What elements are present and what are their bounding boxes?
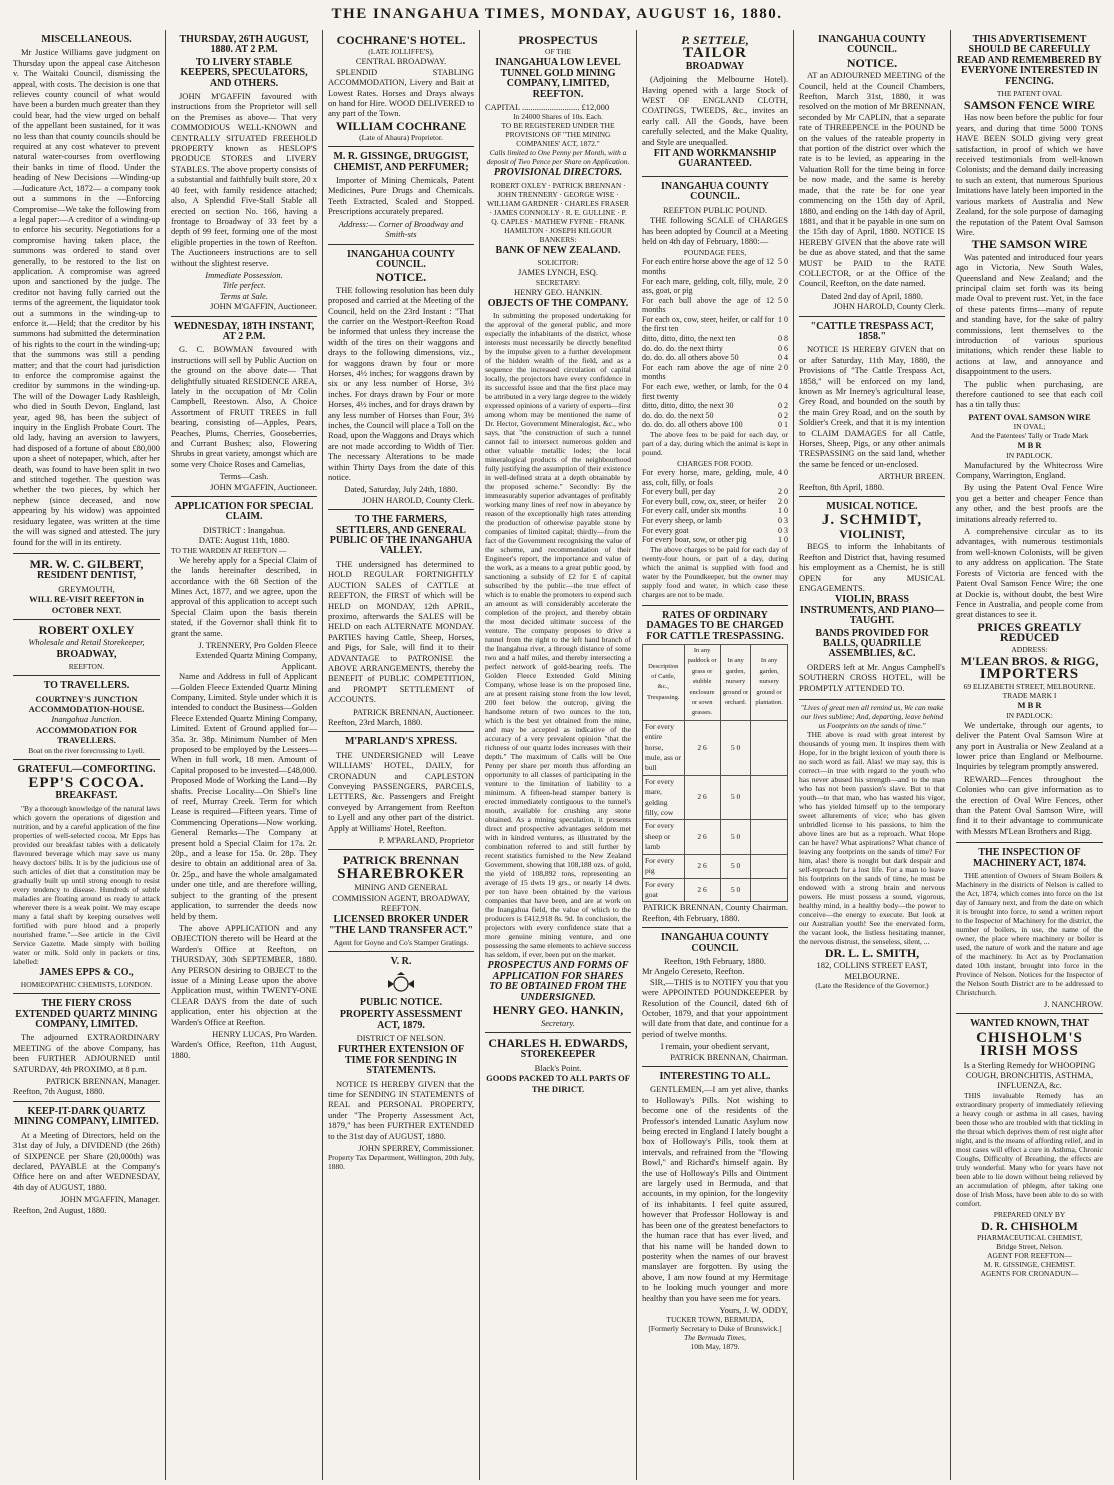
column-1 [8, 30, 166, 1480]
mclean-address: 69 ELIZABETH STREET, MELBOURNE. [963, 682, 1096, 692]
column-7 [951, 30, 1108, 1480]
damages-col-garden: In any garden, nursery ground or orchard. [720, 644, 751, 720]
fee-label: For each ram above the age of nine months [642, 362, 774, 382]
fee-row [642, 401, 788, 411]
farmers-text: THE undersigned has determined to HOLD REGULAR FORTNIGHTLY AUCTION SALES of CATTLE at REEFTON, the FIRST of which will be HELD on MONDAY, 12th APRIL, proximo, afterwards the SALES will be HELD on each ALTERNATE MONDAY. PARTIES having Cattle, Sheep, Horses, and Pigs, for Sale, will find it to their ADVANTAGE to PATRONISE the ABOVE ARRANGEMENTS, thereby the BENEFIT of PUBLIC COMPETITION, and PROMPT SETTLEMENT of ACCOUNTS. [328, 558, 474, 705]
fee-label: For each bull above the age of 12 months [642, 295, 774, 315]
gissing-heading: M. R. GISSINGE, DRUGGIST, CHEMIST, AND PERFUMER; [333, 151, 469, 173]
fee-value: 0 6 [778, 343, 788, 353]
tucker-town: TUCKER TOWN, BERMUDA, [666, 1315, 764, 1325]
express-signature: P. M'PARLAND, Proprietor [378, 835, 474, 846]
objects-text: In submitting the proposed undertaking for the approval of the general public, and more especially the inhabitants of the district, whose interests must necessarily be directly benefited by the impulse given to a further development of the hidden wealth of the field, and as a sequence the increased circulation of capital locally, the projectors have every confidence in its successful issue and that the first place may be attributed in a very large degree to the widely expressed opinions of a variety of experts—first among whom may be mentioned the name of Dr. Hector, Government Mineralogist, &c., who says, that "the construction of such a tunnel cannot fail to intersect numerous golden and other valuable metallic lodes; the local mineralogical products of the neighbourhood fully justifying the assumption of their existence in well-defined strata at a depth obtainable by the proposed scheme." Secondly: By the immeasurably superior advantages of profitably working many lines of reef now in abeyance by reason of the exceptionally high rates attending the production of otherwise payable stone by companies of limited capital; thirdly—from the fact of the Government recognising the value of the scheme, and recommendation of their Engineer's report, the importance and value of the work, as a means to a great public good, by sanctioning a subsidy of £2 for £ of capital subscribed by the public—the true effect of which is to enable the promoters to expend such an amount as will considerably accelerate the completion of the project, and thereby obtain the most decided ultimate success of the venture. The company proposes to drive a tunnel from the right to the left hand branch of the Inangahua river, a through distance of some two and a half miles, and thereby intersecting a perfect network of gold-bearing reefs. The Golden Fleece Extended Gold Mining Company, whose lease is on the proposed line, are at present raising stone from the low level, 200 feet below the outcrop, giving the handsome return of two ounces to the ton, which is the best yet obtained from the mine, and may be accepted as indicative of the accuracy of a very prevalent opinion "that the richness of our quartz lodes increases with their depth." The maximum of Calls will be One Penny per share per month thus affording an opportunity to all classes of participating in the venture to the limitation of liability to a minimum. A fifteen-head stamper battery is erected immediately contiguous to the tunnel's mouth, available for crushing any stone obtained. As a mining speculation, it presents direct and prospective advantages seldom met with in kindred ventures, as illustrated by the combination referred to and still further by recent statistics furnished to the New Zealand Government, showing that 108,188 ozs. of gold, the yield of 108,892 tons, representing an average of 15 dwts 19 grs., or nearly 14 dwts. per ton have been obtained by the various companies that have been, and are at work on the Inangahua field, the value of which to the producers is £412,918 8s. 9d. In conclusion, the projectors with every confidence state that a more genuine mining venture, and one possessing the same elements to achieve success has seldom, if ever, been put on the market. [485, 311, 631, 960]
county-signature: JOHN HAROLD, County Clerk. [362, 494, 474, 505]
fee-label: For every calf, under six months [642, 506, 746, 516]
tally-3: And the Patentees' Tally or Trade Mark [970, 431, 1089, 441]
sale-terms-1a: Immediate Possession. [205, 269, 283, 280]
samson-text-2: Was patented and introduced four years ago in Victoria, New South Wales, Queensland and New Zealand; and the principal claim set forth was its being made Oval to prevent rust. Yet, in the face of these patents firms—many of repute and standing have, for the sake of paltry commissions, lent themselves to the introduction of various spurious imitations, which render these liable to actions at law, and annoyance and disappointment to the users. [956, 251, 1103, 377]
trade-mark-padlock: IN PADLOCK: [1006, 710, 1053, 720]
trespass-text: NOTICE IS HEREBY GIVEN that on or after Saturday, 11th May, 1880, the Provisions of "The Cattle Trespass Act, 1858," will be enforced on my land, known as Mr Inerney's agricultural lease, Grey Road, and bounded on the south by the main Grey Road, and on the south by Soldier's Creek, and that it is my intention to CLAIM DAMAGES for all Cattle, Horses, Sheep, Pigs, or any other animals TRESPASSING on the said land, whether the same be fenced or un-enclosed. [799, 344, 945, 469]
application-to: TO THE WARDEN AT REEFTON — [171, 545, 287, 555]
damages-col-plantation: In any garden, nursery ground or plantation. [751, 644, 788, 720]
fee-value: 0 8 [778, 334, 788, 344]
samson-heading: SAMSON FENCE WIRE [963, 98, 1096, 113]
oxley-sub: Wholesale and Retail Storekeeper, [28, 637, 145, 648]
vr-heading: V. R. [390, 956, 412, 968]
samson-wire-heading: THE SAMSON WIRE [971, 237, 1088, 252]
sale-terms-2: Terms—Cash. [219, 471, 269, 482]
fee-value: 2 0 [778, 362, 788, 372]
application-district: DISTRICT : Inangahua. [202, 524, 286, 535]
letter-signature: PATRICK BRENNAN, Chairman. [670, 1051, 788, 1062]
column-2 [166, 30, 323, 1480]
tally-1: PATENT OVAL SAMSON WIRE [968, 411, 1091, 422]
smith-text: THE above is read with great interest by thousands of young men. It inspires them with Hope, for in the bright lexicon of youth there is no such word as fail. Alas! we may say, this is correct—in true with regard to the youth who has never abused his strength—and to the man who has not been passion's slave. But to that youth—to that man, who has wasted his vigor, who has yielded himself up to the temporary sweet allurements of vice; who has given unbridled license to his passions, to him the above lines are but as a reproach. What Hope can he have? What aspirations? What chance of leaving any footprints on the sands of time? For him, alas! there is nought but dark despair and self-reproach for a lost life. For a man to leave his footprints on the sands of time, he must be endowed with a strong brain and nervous powers. He must possess a sound, vigorous, healthy mind, in a healthy body—the power to conceive—the energy to execute. But look at our Australian youth! See the enervated form, the vacant look, the listless hesitating manner, the nervous distrust, the senseless, silent, ... [799, 729, 945, 946]
directors-heading: PROVISIONAL DIRECTORS. [493, 167, 623, 179]
pound-fees-heading: POUNDAGE FEES, [683, 248, 747, 258]
county-heading-2: INANGAHUA COUNTY COUNCIL. [817, 34, 927, 56]
pound-heading: REEFTON PUBLIC POUND. [663, 204, 767, 215]
secretary-name: HENRY GEO. HANKIN. [514, 286, 602, 297]
fee-row [642, 344, 788, 354]
oxley-place: BROADWAY, [56, 648, 117, 660]
damages-cell [751, 820, 788, 854]
keep-it-dark-signature: JOHN M'GAFFIN, Manager. [60, 1194, 160, 1205]
damages-col-paddock: In any paddock or grass or stubble enclosure or sown grasses. [684, 644, 720, 720]
interesting-heading: INTERESTING TO ALL. [659, 1071, 771, 1082]
company-name: INANGAHUA LOW LEVEL TUNNEL GOLD MINING COMPANY, LIMITED, REEFTON. [495, 57, 621, 100]
tally-padlock: IN PADLOCK. [1006, 450, 1053, 460]
property-act: PROPERTY ASSESSMENT ACT, 1879. [339, 1009, 463, 1031]
fee-row [642, 277, 788, 296]
damages-cell: For every mare, gelding filly, cow [643, 775, 685, 820]
sale-text-1: JOHN M'GAFFIN favoured with instructions from the Proprietor will sell on the Premises as above— That very COMMODIOUS WELL-KNOWN and CENTRALLY SITUATED FREEHOLD PROPERTY known as HESLOP'S PRODUCE STORES and LIVERY STABLES. The above property consists of a substantial and faithfully built store, 20 x 40 feet, with family residence attached; also, A Splendid Five-Stall Stable all erected on section No. 166, having a frontage to Broadway of 33 feet by a depth of 99 feet, forming one of the most eligible properties in the town of Reefton. The Auctioneers instructions are to sell without the slightest reserve. [171, 91, 317, 268]
gissing-body: Importer of Mining Chemicals, Patent Medicines, Pure Drugs and Chemicals. Teeth Extracted, Scaled and Stopped. Prescriptions accurately prepared. [328, 175, 474, 217]
oddy-signature: Yours, J. W. ODDY, [719, 1304, 788, 1315]
brennan-name: PATRICK BRENNAN [343, 853, 459, 868]
county-notice: NOTICE. [375, 270, 427, 285]
cochrane-title: COCHRANE'S HOTEL. [336, 33, 466, 47]
damages-row [643, 854, 788, 878]
fee-row [642, 497, 788, 507]
extension-text: NOTICE IS HEREBY GIVEN that the time for SENDING IN STATEMENTS of REAL and PERSONAL PROPERTY, under "The Property Assessment Act, 1879," has been FURTHER EXTENDED to the 31st day of AUGUST, 1880. [328, 1078, 474, 1141]
application-signature: J. TRENNERY, Pro Golden Fleece Extended Quartz Mining Company, Applicant. [195, 639, 317, 671]
letter-close: I remain, your obedient servant, [660, 1041, 770, 1052]
secretary-label: SECRETARY: [535, 277, 581, 287]
fee-label: For each mare, gelding, colt, filly, mule, ass, goat, or pig [642, 276, 774, 296]
fiery-cross-text: The adjourned EXTRAORDINARY MEETING of the above Company, has been FURTHER ADJOURNED until SATURDAY, 4th PROXIMO, at 8 p.m. [13, 1032, 160, 1074]
epps-heading: EPP'S COCOA. [28, 775, 145, 791]
courtney-heading: COURTNEY'S JUNCTION ACCOMMODATION-HOUSE. [28, 693, 145, 714]
oxley-name: ROBERT OXLEY [38, 622, 135, 637]
hankin-name: HENRY GEO. HANKIN, [492, 1003, 624, 1018]
damages-cell [751, 720, 788, 775]
gilbert-name: MR. W. C. GILBERT, [29, 556, 144, 571]
damages-cell: 5 0 [720, 820, 751, 854]
bermuda-times: The Bermuda Times, [684, 1333, 746, 1343]
column-5 [637, 30, 794, 1480]
fee-value: 1 0 [778, 535, 788, 545]
keep-it-dark-date: Reefton, 2nd August, 1880. [13, 1204, 107, 1215]
samson-caution: The public when purchasing, are therefore cautioned to see that each coil has a tin tally thus: [956, 378, 1103, 410]
wanted-known: WANTED KNOWN, THAT [970, 1018, 1089, 1030]
oxley-town: REEFTON. [68, 662, 105, 672]
sale-heading-1: TO LIVERY STABLE KEEPERS, SPECULATORS, AND OTHERS. [180, 56, 308, 89]
courtney-location: Inangahua Junction. [51, 714, 122, 725]
express-heading: M'PARLAND'S XPRESS. [344, 736, 458, 748]
damages-row [643, 775, 788, 820]
grateful-heading: GRATEFUL—COMFORTING. [17, 763, 156, 775]
chisholm-address: Bridge Street, Nelson. [996, 1242, 1063, 1252]
fee-label: do. do. do. all others above 100 [642, 420, 743, 430]
objects-heading: OBJECTS OF THE COMPANY. [487, 298, 629, 310]
chisholms: CHISHOLM'S [976, 1029, 1083, 1046]
damages-cell [751, 878, 788, 902]
public-notice: PUBLIC NOTICE. [359, 996, 443, 1008]
fee-label: do. do. do. the next thirty [642, 343, 723, 353]
brennan-agent: Agent for Goyne and Co's Stamper Gratings. [333, 938, 469, 948]
directors-list: ROBERT OXLEY · PATRICK BRENNAN · JOHN TRENNERY · GEORGE WISE · WILLIAM GARDNER · CHARLES FRASER · JAMES CONNOLLY · R. E. GULLINE · P. Q. CAPLES · MATHEW FYFNE · FRANK HAMILTON · JOSEPH KILGOUR [486, 180, 630, 235]
bankers-label: BANKERS: [539, 234, 577, 244]
cochrane-signature: WILLIAM COCHRANE [335, 118, 467, 133]
column-4 [480, 30, 637, 1480]
violin-taught: VIOLIN, BRASS INSTRUMENTS, AND PIANO—TAUGHT. [799, 594, 945, 627]
fee-value: 0 4 [778, 353, 788, 363]
county-text-2: AT an ADJOURNED MEETING of the Council, held at the Council Chambers, Reefton, March 31st, 1880, it was resolved on the motion of Mr BRENNAN, seconded by Mr CAPLIN, that a separate rate of THREEPENCE in the POUND be on the values of the rateable property in that portion of the district over which the rate is to be levied, as appearing in the Valuation Roll for the time being in force be now made, and the same is hereby made, that the rate be for one year commencing on the 15th day of April, 1880, and ending on the 14th day of April, 1881, and that it be payable in one sum on the 15th day of April, 1880. NOTICE IS HEREBY GIVEN that the above rate will be due as above stated, and that the same MUST be PAID to the RATE COLLECTOR, or at the Office of the Council, Reefton, on the date named. [799, 70, 945, 289]
fee-label: For every horse, mare, gelding, mule, ass, colt, filly, or foals [642, 468, 774, 487]
irish-text-2: THIS invaluable Remedy has an extraordinary property of immediately relieving a heavy cough or asthma in all cases, having been those who are troubled with that tickling in the throat which deprives them of rest night after night, and is the means of affording relief, and in most cases will effect a cure in Asthma, Chronic Coughs, Difficulty of Breathing, the effects are truly wonderful. Many who for years have not been able to lie down without being relieved by an accumulation of phlegm, after taking one dose of Irish Moss, have been able to do so with comfort. [956, 1090, 1103, 1208]
settele-broadway: BROADWAY [685, 60, 745, 72]
samson-text: Has now been before the public for four years, and during that time 5000 TONS HAVE BEEN SOLD giving very great satisfaction, in proof of which we have received testimonials from well-known Colonists; and the demand daily increasing to such an extent, that numerous Spurious Imitations have lately been imported in the various markets of Australia and New Zealand, for the sole purpose of damaging the reputation of the Patent Oval Samson Wire. [956, 112, 1103, 237]
keep-it-dark-text: At a Meeting of Directors, held on the 31st day of July, a DIVIDEND (the 26th) of SIXPENCE per Share (20,000th) was declared, PAYABLE at the Company's Office here on and after WEDNESDAY, 4th day of AUGUST, 1880. [13, 1129, 160, 1192]
farmers-heading: TO THE FARMERS, SETTLERS, AND GENERAL PUBLIC OF THE INANGAHUA VALLEY. [329, 514, 473, 557]
keep-it-dark-heading: KEEP-IT-DARK QUARTZ MINING COMPANY, LIMITED. [14, 1105, 159, 1128]
registered: TO BE REGISTERED UNDER THE PROVISIONS OF "THE MINING COMPANIES' ACT, 1872." [501, 121, 615, 149]
cochrane-address: CENTRAL BROADWAY. [355, 56, 447, 67]
district-nelson: DISTRICT OF NELSON. [356, 1032, 446, 1043]
blacks-point: Black's Point. [534, 1062, 582, 1073]
inspection-text: THE attention of Owners of Steam Boilers & Machinery in the districts of Nelson is called to the Act, 1874, which comes into force on the 1st day of January next, and from the date on which it is brought into force, to send a written report to the Inspector of Machinery for the district, the number of boilers, in use, the name of the owner, the place where machinery or boiler is used, the nature of work and the nature and age of the machinery. In Act as by Proclamation dated 10th instant, brought into force in the Province of Nelson. Notices for the Inspector of the Nelson South District are to be addressed to Christchurch. [956, 871, 1103, 998]
cochrane-signature-2: (Late of Ahaura) Proprietor. [359, 133, 443, 143]
fee-row [642, 257, 788, 276]
fee-value: 2 0 [778, 496, 788, 506]
county-signature-2: JOHN HAROLD, County Clerk. [833, 301, 945, 312]
sale-terms-1c: Terms at Sale. [219, 290, 269, 301]
storekeeper: STOREKEEPER [520, 1049, 596, 1061]
damages-cell: 2 6 [684, 878, 720, 902]
food-heading: CHARGES FOR FOOD. [677, 459, 753, 468]
damages-cell: 2 6 [684, 854, 720, 878]
prospectus-of-the: OF THE [545, 47, 571, 57]
fee-row [642, 535, 788, 545]
fee-value: 5 0 [778, 295, 788, 305]
prices-reduced: PRICES GREATLY REDUCED [977, 619, 1082, 645]
damages-cell: For every entire horse, mule, ass or bull [643, 720, 685, 775]
fee-value: 1 0 [778, 314, 788, 324]
solicitor-name: JAMES LYNCH, ESQ. [518, 267, 598, 278]
fee-label: For each entire horse above the age of 12 months [642, 257, 774, 276]
tailor-heading: TAILOR [682, 45, 748, 62]
bands-provided: BANDS PROVIDED FOR BALLS, QUADRILLE ASSEMBLIES, &C. [815, 627, 929, 660]
inspection-signature: J. NANCHROW. [1044, 999, 1103, 1010]
address-label: ADDRESS: [1011, 644, 1048, 654]
agents-cronadun: AGENTS FOR CRONADUN— [980, 1269, 1079, 1279]
damages-cell: For every sheep or lamb [643, 820, 685, 854]
epps-sub: HOMŒOPATHIC CHEMISTS, LONDON. [20, 980, 153, 990]
damages-cell: 2 6 [684, 820, 720, 854]
sale-date-1: THURSDAY, 26TH AUGUST, 1880. AT 2 P.M. [179, 34, 309, 56]
fee-value: 0 3 [778, 525, 788, 535]
pound-text: THE following SCALE of CHARGES has been adopted by Council at a Meeting held on 4th day of February, 1880:— [642, 215, 788, 246]
letter-to: Mr Angelo Cereseto, Reefton. [642, 966, 745, 977]
trespass-signature: ARTHUR BREEN. [878, 471, 945, 482]
damages-heading: RATES OF ORDINARY DAMAGES TO BE CHARGED FOR CATTLE TRESPASSING. [646, 609, 784, 642]
epps-text: "By a thorough knowledge of the natural laws which govern the operations of digestion and nutrition, and by a careful application of the fine properties of well-selected cocoa, Mr Epps has provided our breakfast tables with a delicately flavoured beverage which may save us many heavy doctors' bills. It is by the judicious use of such articles of diet that a constitution may be gradually built up until strong enough to resist every tendency to disease. Hundreds of subtle maladies are floating around us ready to attack wherever there is a weak point. We may escape many a fatal shaft by keeping ourselves well fortified with pure blood and a properly nourished frame."—See article in the Civil Service Gazette. Made simply with boiling water or milk. Sold only in packets or tins, labelled: [13, 803, 160, 966]
irish-moss: IRISH MOSS [980, 1043, 1079, 1060]
fee-label: For each ox, cow, steer, heifer, or calf for the first ten [642, 314, 774, 334]
fee-value: 4 0 [778, 468, 788, 477]
schmidt-text: BEGS to inform the Inhabitants of Reefton and District that, having resumed his employment as a Chemist, he is still OPEN for any MUSICAL ENGAGEMENTS. [799, 541, 945, 593]
fee-value: 1 0 [778, 506, 788, 516]
fee-value: 5 0 [778, 257, 788, 267]
misc-heading: MISCELLANEOUS. [41, 34, 132, 45]
fee-label: For every bull, per day [642, 487, 716, 497]
application-signature-2: HENRY LUCAS, Pro Warden. [212, 1028, 317, 1039]
fee-label: For every sheep, or lamb [642, 515, 722, 525]
fee-value: 0 2 [778, 401, 788, 411]
cochrane-text: SPLENDID STABLING ACCOMMODATION, Livery and Bait at Lowest Rates. Horses and Drays always on hand for Hire. WOOD DELIVERED to any part of the Town. [328, 66, 474, 119]
fee-label: For every bull, cow, ox, steer, or heifer [642, 496, 767, 506]
fee-row [642, 363, 788, 382]
interesting-text: GENTLEMEN,—I am yet alive, thanks to Holloway's Pills. Not wishing to become one of the residents of the Professor's intended Lunatic Asylum now being erected in England I lately bought a box of Holloway's Pills, took them at intervals, and refrained from the "flowing Bowl," and Richard's himself again. By the use of Holloway's Pills and Ointment are largely used in Bermuda, and that accounts, in my opinion, for the longevity of its inhabitants. I feel quite assured, however that Professor Holloway is and has been one of the greatest benefactors to the human race that has ever lived, and that his name will be handed down to posterity when the names of our bravest manslayer are forgotten. By using the above, I am now found at my Hermitage to be looking much younger and more healthy than you have seen me for years. [642, 1084, 788, 1303]
fee-value: 0 4 [778, 382, 788, 392]
fee-row [642, 506, 788, 516]
farmers-date: Reefton, 23rd March, 1880. [328, 716, 423, 727]
breakfast-heading: BREAKFAST. [55, 790, 118, 802]
express-text: THE UNDERSIGNED will Leave WILLIAMS' HOTEL, DAILY, for CRONADUN and CAPLESTON Conveying PASSENGERS, PARCELS, LETTERS, &c. Passengers and Freight conveyed by Arrangement from Reefton to Lyell and any other part of the district. Apply at Williams' Hotel, Reefton. [328, 749, 474, 833]
county-notice-2: NOTICE. [846, 55, 898, 70]
gilbert-place: GREYMOUTH, [58, 583, 115, 594]
chisholm-title: PHARMACEUTICAL CHEMIST, [976, 1233, 1082, 1243]
food-note: The above charges to be paid for each day of twenty-four hours, or part of a day, during which the animal is supplied with food and water by the Poundkeeper, but the owner may supply food and water, in which case these charges are not to be made. [642, 544, 788, 599]
damages-cell: 5 0 [720, 720, 751, 775]
schmidt-name: J. SCHMIDT, [821, 512, 923, 529]
bank-name: BANK OF NEW ZEALAND. [495, 244, 621, 256]
cochrane-late: (LATE JOLLIFFE'S), [368, 47, 434, 57]
tally-mark: M B R [1017, 440, 1042, 451]
misc-text: Mr Justice Williams gave judgment on Thursday upon the appeal case Aitcheson v. The Waitaki Council, dismissing the appeal, with costs. The decision is one that relieves county council of what would have been a burden much greater than they could bear, had the view urged on behalf of the appellant been sustained, for it was no less than that county councils should be required at any cost whatever to prevent natural water-courses from overflowing their banks in time of flood. Under the heading of New Decisions —Winding-up—Judicature Act, 1872— a company took out a summons in the —Enforcing Compromise—We take the following from a legal paper:—A creditor of a winding-up to enforce his security. Negotiations for a compromise having taken place, the summons was ordered to stand over generally, to be restored to the list on application. A compromise was agreed upon and sanctioned by the judge. The creditor not having fully carried out the terms of the agreement, the liquidator took out a summons in the winding-up to enforce it.—Held; that the creditor by his summons had submitted the determination of his rights to the court in the winding-up; that the summons was still a pending matter; and that the court had jurisdiction to enforce the compromise against the creditor by summons in the winding-up. The will of the Dowager Lady Rashleigh, who died in South Devon, England, last year, aged 98, has been the subject of inquiry in the English Probate Court. The old lady, having an aversion to lawyers, had disposed of a fortune of about £80,000 upon a sheet of notepaper, which, after her death, was found to have been split in two and stitched together. The question was whether the two pieces, by which her nephew (since deceased, and now appearing by his widow) was appointed residuary legatee, was written at the time the will was signed and attested. The jury found for the will in its entirety. [13, 47, 160, 547]
sale-signature-1: JOHN M'GAFFIN, Auctioneer. [210, 301, 317, 312]
mclean-name: M'LEAN BROS. & RIGG, [960, 653, 1099, 668]
epps-signature: JAMES EPPS & CO., [39, 966, 134, 978]
fee-value: 0 1 [778, 420, 788, 430]
fee-value: 0 3 [778, 515, 788, 525]
musical-heading: MUSICAL NOTICE. [826, 501, 918, 513]
fee-label: For each ewe, wether, or lamb, for the first twenty [642, 382, 774, 401]
hankin-title: Secretary. [541, 1017, 575, 1028]
verse: "Lives of great men all remind us, We can make our lives sublime; And, departing, leave behind us Footprints on the sands of time." [800, 702, 944, 730]
fee-row [642, 420, 788, 430]
trespass-heading: "CATTLE TRESPASS ACT, 1858." [810, 320, 934, 342]
prospectus-heading: PROSPECTUS [518, 33, 598, 47]
sale-date-2: WEDNESDAY, 18TH INSTANT, AT 2 P.M. [173, 320, 315, 342]
trespass-date: Reefton, 8th April, 1880. [799, 481, 884, 492]
fiery-cross-date: Reefton, 7th August, 1880. [13, 1086, 105, 1097]
calls: Calls limited to One Penny per Month, with a deposit of Two Pence per Share on Application. [486, 148, 630, 167]
fee-label: ditto, ditto, ditto, the next ten [642, 334, 736, 344]
damages-col-description: Description of Cattle, &c., Trespassing. [643, 644, 685, 720]
sale-terms-1b: Title perfect. [222, 280, 266, 291]
newspaper-page [8, 30, 1108, 1480]
fee-row [642, 516, 788, 526]
letter-date: Reefton, 19th February, 1880. [664, 955, 766, 966]
damages-date: Reefton, 4th February, 1880. [642, 912, 740, 923]
schmidt-violinist: VIOLINIST, [839, 526, 905, 541]
fiery-cross-signature: PATRICK BRENNAN, Manager. [46, 1076, 160, 1087]
fee-row [642, 315, 788, 334]
chisholm-name: D. R. CHISHOLM [981, 1218, 1078, 1233]
accommodation-text: ACCOMMODATION FOR TRAVELLERS. [35, 724, 138, 746]
county-text: THE following resolution has been duly proposed and carried at the Meeting of the Council, held on the 23rd Instant : "That the carrier on the Westport-Reefton Road be informed that unless they increase the width of the tires on their waggons and drays to the following dimensions, viz., for waggons drawn by four or more Horses, 4½ inches; for waggons drawn by six or any less number of Horse, 3½ inches. For drays drawn by Four or more Horses, 4½ inches, and for drays drawn by any less number of Horses than Four, 3½ inches, the Council will place a Toll on the Road, upon the Waggons and Drays which are not made according to Width of Tier. The necessary Alterations to be made within Thirty Days from the date of this notice. [328, 284, 474, 483]
fee-value: 2 0 [778, 276, 788, 286]
fee-value: 2 0 [778, 487, 788, 497]
travellers-heading: TO TRAVELLERS. [43, 680, 130, 692]
damages-row [643, 878, 788, 902]
samson-using: By using the Patent Oval Fence Wire you get a better and cheaper Fence than any other, and the best proofs are the imitations already referred to. [956, 482, 1103, 524]
fee-row [642, 353, 788, 363]
damages-cell [751, 775, 788, 820]
fees-note: The above fees to be paid for each day, or part of a day, during which the animal is kept in pound. [642, 430, 788, 457]
fiery-cross-heading: THE FIERY CROSS EXTENDED QUARTZ MINING COMPANY, LIMITED. [15, 998, 158, 1031]
fee-label: For every boar, sow, or other pig [642, 535, 747, 545]
damages-row [643, 720, 788, 775]
county-date: Dated, Saturday, July 24th, 1880. [344, 484, 458, 495]
damages-signature: PATRICK BRENNAN, County Chairman. [643, 902, 788, 913]
fee-value: 0 2 [778, 410, 788, 420]
application-text: We hereby apply for a Special Claim of the lands hereinafter described, in accordance with the 68 Section of the Mines Act, 1877, and we agree, upon the approval of this application to accept such Special Claim upon the basis therein stated, if the Governor shall think fit to grant the same. [171, 554, 317, 638]
trade-mark-label: TRADE MARK I [1002, 691, 1057, 701]
samson-header: THIS ADVERTISEMENT SHOULD BE CAREFULLY READ AND REMEMBERED BY EVERYONE INTERESTED IN FENCING. [957, 34, 1102, 87]
damages-table [642, 644, 788, 902]
capital: CAPITAL ........................... £12,000 [485, 102, 610, 113]
fee-row [642, 296, 788, 315]
application-date-2: Warden's Office, Reefton, 11th August, 1880. [171, 1039, 317, 1060]
boat-text: Boat on the river forecrossing to Lyell. [28, 745, 145, 755]
sale-text-2: G. C. BOWMAN favoured with instructions will sell by Public Auction on the ground on the above date— That delightfully situated RESIDENCE AREA, lately in the occupation of Mr Colin Campbell, Reestown. Also, A Choice Assortment of FRUIT TREES in full bearing, consisting of—Apples, Pears, Peaches, Plums, Cherries, Gooseberries, and Currant Bushes; also, Flowering Shrubs in great variety, amongst which are some very Choice Roses and Camelias, [171, 344, 317, 469]
prospectus-footer: PROSPECTUS AND FORMS OF APPLICATION FOR SHARES TO BE OBTAINED FROM THE UNDERSIGNED. [487, 960, 629, 1003]
former-secretary: [Formerly Secretary to Duke of Brunswick.] [648, 1324, 782, 1334]
irish-text: Is a Sterling Remedy for WHOOPING COUGH, BRONCHITIS, ASTHMA, INFLUENZA, &c. [963, 1059, 1096, 1091]
damages-cell: 5 0 [720, 775, 751, 820]
application-date: DATE: August 11th, 1880. [198, 535, 290, 546]
damages-row [643, 820, 788, 854]
prepared-label: PREPARED ONLY BY [993, 1209, 1066, 1219]
fee-row [642, 487, 788, 497]
undertake-text: We undertake, through our agents, to deliver the Patent Oval Samson Wire at any port in Australia or New Zealand at a lower price than England or Melbourne. Inquiries by telegram promptly answered. [956, 719, 1103, 772]
pound-fees-list [642, 257, 788, 430]
fee-label: For every goat [642, 525, 689, 535]
shares: In 24000 Shares of 10s. Each. [513, 112, 603, 122]
damages-cell: For every goat [643, 878, 685, 902]
extension-date: Property Tax Department, Wellington, 20th July, 1880. [328, 1153, 474, 1172]
fee-row [642, 526, 788, 536]
brennan-title: SHAREBROKER [337, 865, 465, 882]
brennan-text: MINING AND GENERAL COMMISSION AGENT, BROADWAY, REEFTON. [332, 882, 470, 914]
county-title: INANGAHUA COUNTY COUNCIL. [346, 248, 456, 270]
farmers-signature: PATRICK BRENNAN, Auctioneer. [352, 706, 474, 717]
damages-cell: 2 6 [684, 720, 720, 775]
samson-circular: A comprehensive circular as to its advantages, with numerous testimonials from well-known Colonists, will be given to any address on application. The State Forests of Victoria are fenced with the Patent Oval Samson Fence Wire; the one at Dockie is, without doubt, the best Wire Fence in Australia, and people come from great distances to see it. [956, 526, 1103, 620]
letter-text: SIR,—THIS is to NOTIFY you that you were APPOINTED POUNDKEEPER by Resolution of the Council, dated 6th of October, 1879, and that your appointment will date from that date, and continue for a period of twelve months. [642, 976, 788, 1039]
fee-row [642, 468, 788, 487]
fee-label: do. do. do. all others above 50 [642, 353, 739, 363]
goods-packed: GOODS PACKED TO ALL PARTS OF THE DIRICT. [486, 1073, 630, 1094]
damages-cell: 5 0 [720, 878, 751, 902]
solicitor-label: SOLICITOR: [537, 258, 579, 268]
fee-row [642, 411, 788, 421]
damages-cell: For every pig [643, 854, 685, 878]
masthead: THE INANGAHUA TIMES, MONDAY, AUGUST 16, 1880. [331, 6, 783, 22]
samson-patent: THE PATENT OVAL [996, 89, 1063, 99]
extension-heading: FURTHER EXTENSION OF TIME FOR SENDING IN STATEMENTS. [337, 1044, 465, 1077]
column-6 [794, 30, 951, 1480]
county-date-2: Dated 2nd day of April, 1880. [821, 290, 923, 301]
settele-name: P. SETTELE, [681, 33, 749, 47]
council-heading: INANGAHUA COUNTY COUNCIL. [660, 180, 770, 203]
tally-2: IN OVAL; [1013, 422, 1046, 432]
fee-row [642, 334, 788, 344]
fee-row [642, 382, 788, 401]
damages-cell: 2 6 [684, 775, 720, 820]
smith-name: DR. L. L. SMITH, [824, 945, 920, 960]
application-heading: APPLICATION FOR SPECIAL CLAIM. [174, 501, 314, 523]
schmidt-orders: ORDERS left at Mr. Angus Campbell's SOUTHERN CROSS HOTEL, will be PROMPTLY ATTENDED TO. [799, 661, 945, 693]
council2-heading: INANGAHUA COUNTY COUNCIL [660, 932, 770, 954]
gissing-address: Address:— Corner of Broadway and Smith-sts [338, 218, 464, 240]
importers: IMPORTERS [979, 665, 1080, 682]
land-transfer: LICENSED BROKER UNDER "THE LAND TRANSFER ACT." [328, 914, 474, 936]
samson-manufactured: Manufactured by the Whitecross Wire Company, Warrington, England. [956, 459, 1103, 481]
gilbert-text: WILL RE-VISIT REEFTON in OCTOBER NEXT. [29, 594, 144, 615]
settele-fit: FIT AND WORKMANSHIP GUARANTEED. [653, 148, 777, 170]
gilbert-title: RESIDENT DENTIST, [36, 570, 137, 582]
royal-crest-icon [384, 972, 418, 994]
agent-label: AGENT FOR REEFTON— [987, 1251, 1072, 1261]
column-3 [323, 30, 480, 1480]
reward-text: REWARD—Fences throughout the Colonies who can give information as to the erection of Oval Wire Fences, other than the Patent Oval Samson Wire, will find it to their advantage to communicate with Messrs M'Lean Brothers and Rigg. [956, 773, 1103, 836]
smith-note: (Late the Residence of the Governor.) [815, 981, 929, 991]
damages-cell: 5 0 [720, 854, 751, 878]
damages-cell [751, 854, 788, 878]
agent-name: M. R. GISSINGE, CHEMIST. [983, 1260, 1076, 1270]
fee-label: ditto, ditto, ditto, the next 30 [642, 401, 734, 411]
fee-label: do. do. do. the next 50 [642, 410, 714, 420]
smith-address: 182, COLLINS STREET EAST, MELBOURNE. [816, 960, 928, 981]
trade-mark-mbr: M B R [1017, 700, 1042, 711]
edwards-name: CHARLES H. EDWARDS, [488, 1035, 628, 1050]
settele-text: (Adjoining the Melbourne Hotel). Having opened with a large Stock of WEST OF ENGLAND CLOTH, COATINGS, TWEEDS, &c., invites an early call. All the Goods, have been carefully selected, and the Make Quality, and Style are unequalled. [642, 74, 788, 147]
inspection-heading: THE INSPECTION OF MACHINERY ACT, 1874. [973, 847, 1086, 869]
extension-signature: JOHN SPERREY, Commissioner. [358, 1142, 474, 1153]
sale-signature-2: JOHN M'GAFFIN, Auctioneer. [210, 481, 317, 492]
application-notice: The above APPLICATION and any OBJECTION thereto will be Heard at the Warden's Office at Reefton, on THURSDAY, 30th SEPTEMBER, 1880. Any PERSON desiring to OBJECT to the issue of a Mining Lease upon the above Application must, within TWENTY-ONE CLEAR DAYS from the date of such application, enter his objection at the Warden's Office at Reefton. [171, 922, 317, 1027]
bermuda-date: 10th May, 1879. [690, 1342, 740, 1352]
food-charges-list [642, 468, 788, 545]
application-details: Name and Address in full of Applicant—Golden Fleece Extended Quartz Mining Company, Limited. Style under which it is intended to conduct the Business—Golden Fleece Extended Quartz Mining Company, Limited. Extent of Ground applied for—35a. 3r. 38p. Minimum Number of Men proposed to be employed by the Lessees— When in full work, 18 men. Amount of Capital proposed to be invested—£48,000. Proposed Mode of Working the Land—By shafts. Precise Locality—On Shiel's line of reef, Murray Creek. Term for which Lease is required—Fifteen years. Time of Commencing Operations—Now working. General Remarks—The Company at present hold a Special Claim for 17a. 2r. 20p., and a lease for 15a. 0r. 28p. They desire to obtain an additional area of 3a. 0r. 25p., and have the whole amalgamated under one title, and are therefore willing, subject to the granting of the present application, to surrender the deeds now held by them. [171, 671, 317, 921]
